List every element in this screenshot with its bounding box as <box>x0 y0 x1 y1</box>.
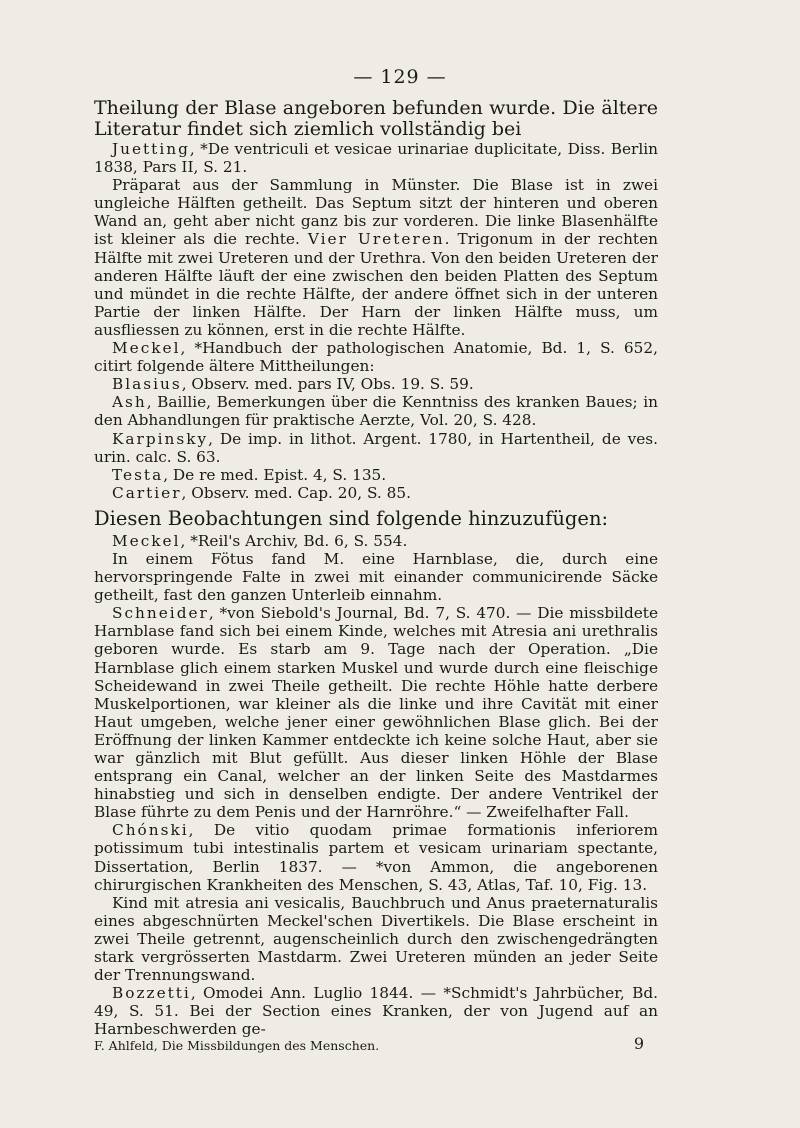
citation-cartier: Cartier, Observ. med. Cap. 20, S. 85. <box>112 483 411 502</box>
signature-mark: 9 <box>633 1034 644 1053</box>
paragraph-foetus: In einem Fötus fand M. eine Harnblase, die, durch eine hervorspringende Falte in zwei mit einander communicirende Säcke getheilt, fast den ganzen Unterleib einnahm. <box>94 549 658 605</box>
citation-meckel-handbuch: Meckel, *Handbuch der pathologischen Anatomie, Bd. 1, S. 652, citirt folgende ältere Mittheilungen: <box>94 339 658 376</box>
paragraph-praeparat: Präparat aus der Sammlung in Münster. Die Blase ist in zwei ungleiche Hälften getheilt. Das Septum sitzt der hinteren und oberen Wand an, geht aber nicht ganz bis zur vorderen. Die linke Blasenhälfte ist kleiner als die rechte. Vier Ureteren. Trigonum in der rechten Hälfte mit zwei Ureteren und der Urethra. Von den beiden Ureteren der anderen Hälfte läuft der eine zwischen den beiden Platten des Septum und mündet in die rechte Hälfte, der andere öffnet sich in der unteren Partie der linken Hälfte. Der Harn der linken Hälfte muss, um ausfliessen zu können, erst in die rechte Hälfte. <box>94 176 658 339</box>
section-heading: Diesen Beobachtungen sind folgende hinzuzufügen: <box>94 506 609 530</box>
footer <box>94 1034 658 1053</box>
citation-meckel-archiv: Meckel, *Reil's Archiv, Bd. 6, S. 554. <box>112 531 408 550</box>
page-number: — 129 — <box>353 66 447 88</box>
paragraph-schneider: Schneider, *von Siebold's Journal, Bd. 7, S. 470. — Die missbildete Harnblase fand sich bei einem Kinde, welches mit Atresia ani urethralis geboren wurde. Es starb am 9. Tage nach der Operation. „Die Harnblase glich einem starken Muskel und wurde durch eine fleischige Scheidewand in zwei Theile getheilt. Die rechte Höhle hatte derbere Muskelportionen, war kleiner als die linke und ihre Cavität mit einer Haut umgeben, welche jener einer gewöhnlichen Blase glich. Bei der Eröffnung der linken Kammer entdeckte ich keine solche Haut, aber sie war gänzlich mit Blut gefüllt. Aus dieser linken Höhle der Blase entsprang ein Canal, welcher an der linken Seite des Mastdarmes hinabstieg und sich in denselben endigte. Der andere Ventrikel der Blase führte zu dem Penis und der Harnröhre.“ — Zweifelhafter Fall. <box>94 604 658 822</box>
citation-karpinsky: Karpinsky, De imp. in lithot. Argent. 1780, in Hartentheil, de ves. urin. calc. S. 63. <box>94 429 658 466</box>
paragraph-intro: Theilung der Blase angeboren befunden wurde. Die ältere Literatur findet sich ziemlich vollständig bei <box>94 97 658 140</box>
citation-chonski: Chónski, De vitio quodam primae formationis inferiorem potissimum tubi intestinalis partem et vesicam urinariam spectante, Dissertation, Berlin 1837. — *von Ammon, die angeborenen chirurgischen Krankheiten des Menschen, S. 43, Atlas, Taf. 10, Fig. 13. <box>94 821 658 894</box>
citation-blasius: Blasius, Observ. med. pars IV, Obs. 19. S. 59. <box>112 375 474 394</box>
footer-author: F. Ahlfeld, Die Missbildungen des Menschen. <box>94 1038 380 1053</box>
citation-testa: Testa, De re med. Epist. 4, S. 135. <box>112 465 387 484</box>
citation-juetting: Juetting, *De ventriculi et vesicae urinariae duplicitate, Diss. Berlin 1838, Pars II, S. 21. <box>94 140 658 177</box>
paragraph-bozzetti: Bozzetti, Omodei Ann. Luglio 1844. — *Schmidt's Jahrbücher, Bd. 49, S. 51. Bei der Section eines Kranken, der von Jugend auf an Harnbeschwerden ge- <box>94 984 658 1039</box>
paragraph-kind: Kind mit atresia ani vesicalis, Bauchbruch und Anus praeternaturalis eines abgeschnürten Meckel'schen Divertikels. Die Blase erscheint in zwei Theile getrennt, augenscheinlich durch den zwischengedrängten stark vergrösserten Mastdarm. Zwei Ureteren münden an jeder Seite der Trennungswand. <box>94 893 658 985</box>
citation-ash: Ash, Baillie, Bemerkungen über die Kenntniss des kranken Baues; in den Abhandlungen für praktische Aerzte, Vol. 20, S. 428. <box>94 393 658 430</box>
body-text <box>94 98 658 1039</box>
